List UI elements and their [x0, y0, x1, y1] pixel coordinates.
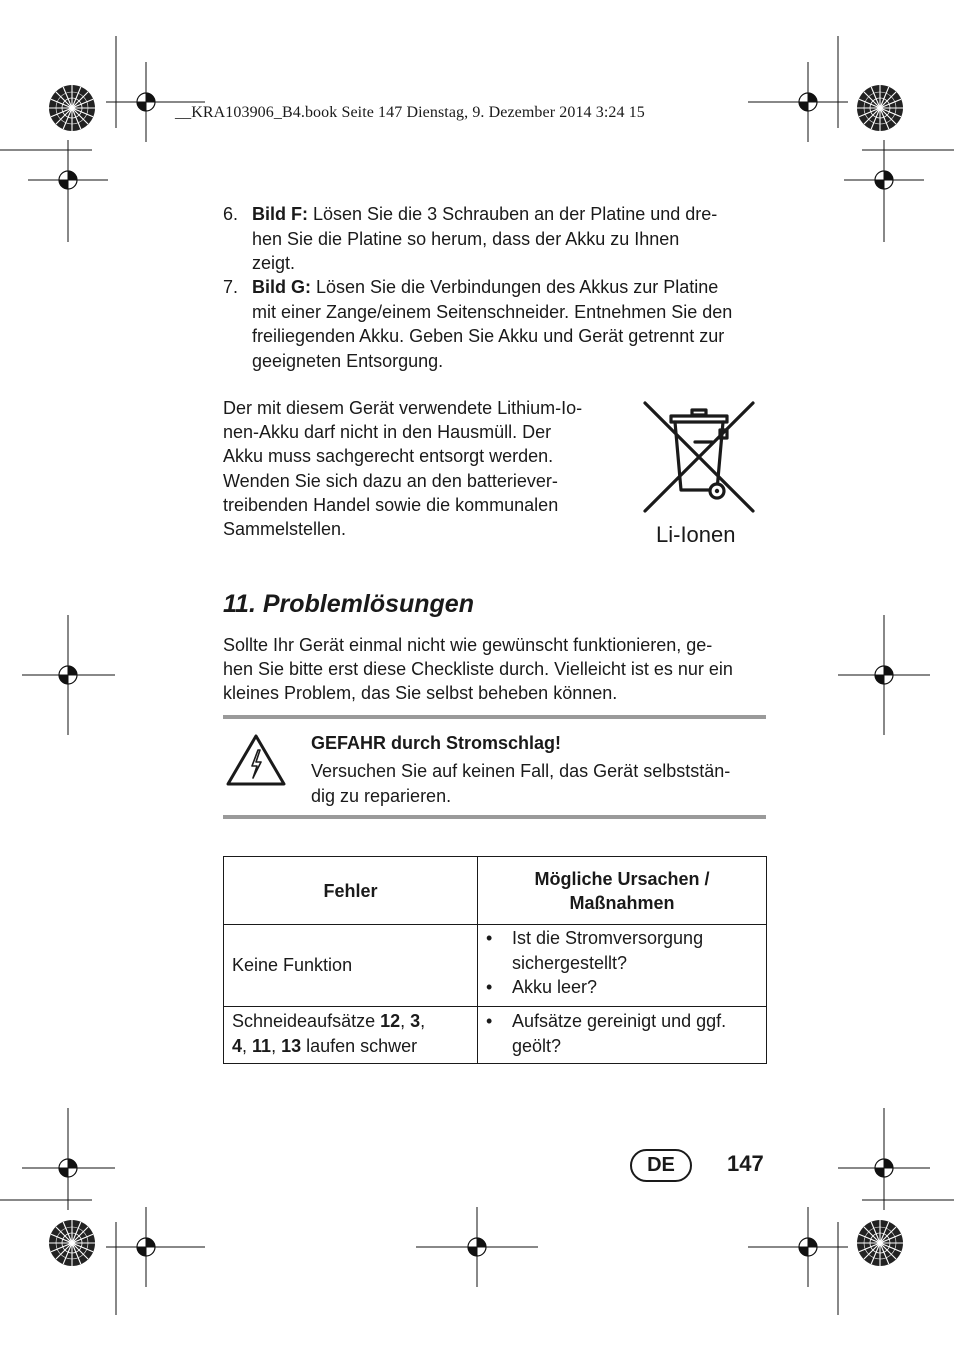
cause-line: sichergestellt?: [512, 952, 628, 973]
part-number: 3: [410, 1011, 421, 1031]
crossed-out-bin-icon: [640, 398, 758, 516]
fault-text: ,: [271, 1035, 282, 1056]
cause-item: [486, 1009, 766, 1058]
step-number: 6.: [223, 204, 239, 224]
fault-text: laufen schwer: [301, 1035, 418, 1056]
causes-cell: [478, 925, 767, 1007]
fault-text: ,: [400, 1011, 411, 1031]
warning-line: Versuchen Sie auf keinen Fall, das Gerät selbststän-: [311, 761, 731, 781]
paragraph-line: nen-Akku darf nicht in den Hausmüll. Der: [223, 422, 552, 443]
step-line: freiliegenden Akku. Geben Sie Akku und Gerät getrennt zur: [252, 326, 725, 346]
troubleshooting-table: [223, 856, 767, 1064]
paragraph-line: Der mit diesem Gerät verwendete Lithium-Io-: [223, 398, 583, 418]
step-text: Lösen Sie die Verbindungen des Akkus zur Platine: [311, 277, 719, 297]
step-line: [252, 202, 768, 227]
disposal-paragraph: [223, 396, 623, 541]
page-number: 147: [727, 1151, 764, 1176]
column-header-causes: [478, 857, 767, 925]
paragraph-line: Wenden Sie sich dazu an den batteriever-: [223, 470, 558, 491]
table-header-row: [224, 857, 767, 925]
part-number: 11: [252, 1035, 272, 1056]
section-intro: [223, 633, 783, 706]
step-line: geeigneten Entsorgung.: [252, 350, 444, 371]
paragraph-line: Akku muss sachgerecht entsorgt werden.: [223, 446, 554, 467]
fault-text: ,: [242, 1035, 253, 1056]
part-number: 4: [232, 1035, 243, 1056]
table-row: [224, 925, 767, 1007]
fault-cell: Keine Funktion: [224, 925, 478, 1007]
causes-cell: [478, 1007, 767, 1064]
header-line: Mögliche Ursachen /: [534, 868, 710, 889]
fault-line: [232, 1034, 477, 1059]
paragraph-line: Sammelstellen.: [223, 519, 347, 540]
cause-line: • Ist die Stromversorgung: [512, 928, 704, 948]
paragraph-line: hen Sie bitte erst diese Checkliste durch. Vielleicht ist es nur ein: [223, 659, 733, 680]
warning-text: [311, 759, 771, 809]
step-line: hen Sie die Platine so herum, dass der Akku zu Ihnen: [252, 228, 680, 249]
cause-line: geölt?: [512, 1035, 562, 1056]
paragraph-line: kleines Problem, das Sie selbst beheben können.: [223, 683, 618, 704]
column-header-fault: Fehler: [224, 857, 478, 925]
part-number: 13: [281, 1035, 302, 1056]
step-7: [223, 275, 768, 373]
electric-hazard-icon: [225, 733, 287, 787]
step-line: zeigt.: [252, 253, 296, 273]
cause-item: • Akku leer?: [486, 975, 766, 1000]
warning-title: GEFAHR durch Stromschlag!: [311, 733, 562, 753]
warning-bottom-rule: [223, 815, 766, 819]
step-6: [223, 202, 768, 276]
step-number: 7.: [223, 277, 239, 297]
li-ion-label: Li-Ionen: [656, 522, 736, 547]
warning-top-rule: [223, 715, 766, 719]
step-text: Lösen Sie die 3 Schrauben an der Platine und dre-: [308, 204, 718, 224]
step-figure-ref: Bild F:: [252, 204, 308, 224]
warning-line: dig zu reparieren.: [311, 786, 452, 806]
step-line: [252, 275, 768, 300]
step-figure-ref: Bild G:: [252, 277, 311, 297]
fault-text: ,: [420, 1011, 426, 1031]
step-line: mit einer Zange/einem Seitenschneider. Entnehmen Sie den: [252, 301, 733, 322]
language-badge: DE: [630, 1149, 692, 1182]
fault-line: [232, 1009, 477, 1034]
part-number: 12: [380, 1011, 401, 1031]
fault-cell: [224, 1007, 478, 1064]
cause-item: [486, 926, 766, 975]
cause-line: • Aufsätze gereinigt und ggf.: [512, 1011, 727, 1031]
paragraph-line: Sollte Ihr Gerät einmal nicht wie gewünscht funktionieren, ge-: [223, 635, 713, 655]
fault-text: Schneideaufsätze: [232, 1011, 381, 1031]
table-row: [224, 1007, 767, 1064]
header-line: Maßnahmen: [569, 892, 675, 913]
print-header-line: __KRA103906_B4.book Seite 147 Dienstag, 9. Dezember 2014 3:24 15: [175, 104, 645, 121]
paragraph-line: treibenden Handel sowie die kommunalen: [223, 494, 559, 515]
section-heading: 11. Problemlösungen: [223, 590, 474, 618]
